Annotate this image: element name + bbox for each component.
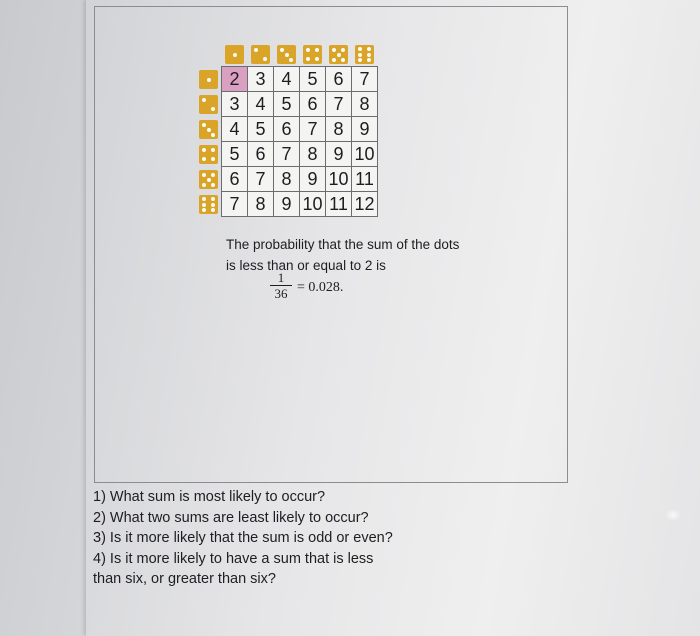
glare-spot: [664, 508, 682, 522]
die-pip: [367, 47, 371, 51]
sum-cell: 9: [352, 117, 378, 142]
die-pip: [211, 148, 215, 152]
row-die-cell: [196, 192, 222, 217]
sum-cell: 5: [300, 67, 326, 92]
sum-cell: 7: [222, 192, 248, 217]
die-pip: [211, 173, 215, 177]
sum-cell: 8: [274, 167, 300, 192]
row-die-cell: [196, 67, 222, 92]
die-pip: [263, 57, 267, 61]
header-die-cell: [222, 42, 248, 67]
sum-cell: 10: [326, 167, 352, 192]
corner-cell: [196, 42, 222, 67]
die-face-5-icon: [199, 170, 218, 189]
sum-cell: 9: [300, 167, 326, 192]
table-row: [196, 92, 378, 117]
row-die-cell: [196, 117, 222, 142]
row-die-cell: [196, 167, 222, 192]
table-row: [196, 142, 378, 167]
sum-cell: 5: [274, 92, 300, 117]
sum-cell: 11: [352, 167, 378, 192]
die-pip: [211, 157, 215, 161]
header-die-cell: [248, 42, 274, 67]
sum-cell: 2: [222, 67, 248, 92]
die-pip: [202, 123, 206, 127]
die-face-2-icon: [199, 95, 218, 114]
die-pip: [207, 128, 211, 132]
table-row: [196, 167, 378, 192]
sum-cell: 10: [300, 192, 326, 217]
die-pip: [211, 133, 215, 137]
die-pip: [202, 148, 206, 152]
die-pip: [367, 53, 371, 57]
table-header-row: [196, 42, 378, 67]
die-face-3-icon: [199, 120, 218, 139]
header-die-cell: [326, 42, 352, 67]
probability-statement: The probability that the sum of the dots is less than or equal to 2 is: [226, 237, 460, 273]
fraction-numerator: 1: [277, 270, 285, 285]
sum-cell: 6: [248, 142, 274, 167]
table-row: [196, 117, 378, 142]
die-pip: [202, 157, 206, 161]
sum-cell: 3: [248, 67, 274, 92]
probability-fraction: [270, 271, 292, 301]
row-die-cell: [196, 92, 222, 117]
sum-cell: 8: [326, 117, 352, 142]
die-pip: [315, 48, 319, 52]
sum-cell: 12: [352, 192, 378, 217]
sum-cell: 4: [248, 92, 274, 117]
sum-cell: 10: [352, 142, 378, 167]
die-pip: [332, 48, 336, 52]
die-pip: [233, 53, 237, 57]
die-pip: [207, 178, 211, 182]
sum-cell: 6: [274, 117, 300, 142]
sum-cell: 5: [248, 117, 274, 142]
header-die-cell: [300, 42, 326, 67]
probability-value: = 0.028.: [297, 280, 344, 295]
die-pip: [306, 57, 310, 61]
table-row: [196, 67, 378, 92]
die-pip: [211, 183, 215, 187]
table-row: [196, 192, 378, 217]
die-face-3-icon: [277, 45, 296, 64]
die-pip: [289, 58, 293, 62]
sum-cell: 8: [300, 142, 326, 167]
die-pip: [332, 58, 336, 62]
question-line: 4) Is it more likely to have a sum that is less: [93, 550, 374, 567]
die-pip: [202, 208, 206, 212]
die-pip: [341, 58, 345, 62]
die-pip: [202, 183, 206, 187]
sum-cell: 6: [326, 67, 352, 92]
die-face-1-icon: [225, 45, 244, 64]
die-pip: [337, 53, 341, 57]
die-pip: [211, 203, 215, 207]
die-pip: [254, 48, 258, 52]
sum-cell: 5: [222, 142, 248, 167]
die-pip: [285, 53, 289, 57]
question-line: 3) Is it more likely that the sum is odd or even?: [93, 530, 393, 546]
die-pip: [211, 197, 215, 201]
die-face-6-icon: [355, 45, 374, 64]
sum-cell: 4: [222, 117, 248, 142]
sum-cell: 8: [352, 92, 378, 117]
header-die-cell: [274, 42, 300, 67]
die-pip: [341, 48, 345, 52]
die-pip: [211, 208, 215, 212]
die-face-2-icon: [251, 45, 270, 64]
question-list: [93, 487, 533, 590]
sum-cell: 7: [300, 117, 326, 142]
fraction-denominator: 36: [274, 286, 288, 301]
die-pip: [358, 47, 362, 51]
header-die-cell: [352, 42, 378, 67]
row-die-cell: [196, 142, 222, 167]
die-pip: [306, 48, 310, 52]
die-pip: [367, 58, 371, 62]
die-pip: [202, 203, 206, 207]
die-pip: [315, 57, 319, 61]
question-line: 2) What two sums are least likely to occur?: [93, 509, 369, 526]
sum-cell: 9: [326, 142, 352, 167]
sum-cell: 7: [274, 142, 300, 167]
die-pip: [280, 48, 284, 52]
die-face-4-icon: [303, 45, 322, 64]
die-pip: [207, 78, 211, 82]
sum-cell: 6: [300, 92, 326, 117]
sum-cell: 6: [222, 167, 248, 192]
sum-cell: 7: [326, 92, 352, 117]
die-pip: [358, 58, 362, 62]
question-line: 1) What sum is most likely to occur?: [93, 489, 326, 505]
die-face-5-icon: [329, 45, 348, 64]
sum-cell: 8: [248, 192, 274, 217]
sum-cell: 7: [352, 67, 378, 92]
sum-cell: 11: [326, 192, 352, 217]
die-face-4-icon: [199, 145, 218, 164]
sum-cell: 9: [274, 192, 300, 217]
sum-cell: 3: [222, 92, 248, 117]
sum-cell: 7: [248, 167, 274, 192]
die-face-6-icon: [199, 195, 218, 214]
question-line: than six, or greater than six?: [93, 571, 276, 587]
die-pip: [202, 173, 206, 177]
die-pip: [358, 53, 362, 57]
die-pip: [211, 107, 215, 111]
dice-sum-table: [196, 42, 378, 217]
die-face-1-icon: [199, 70, 218, 89]
sum-cell: 4: [274, 67, 300, 92]
die-pip: [202, 98, 206, 102]
die-pip: [202, 197, 206, 201]
